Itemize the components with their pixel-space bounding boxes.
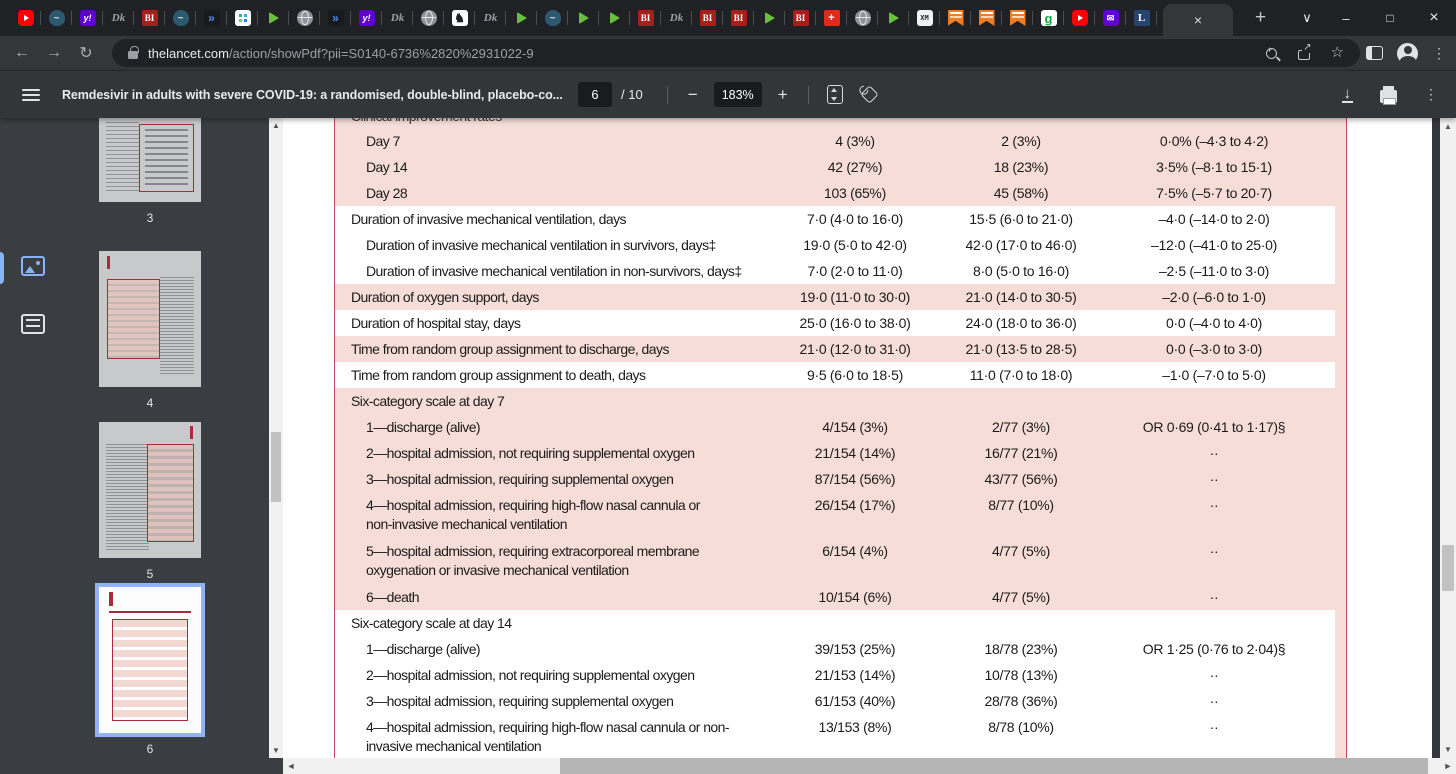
thumbnail-page-number: 3 [146,211,154,225]
row-label: Time from random group assignment to death, days [351,367,646,383]
row-label: Day 7 [366,133,400,149]
youtube-pinned-tab[interactable] [1064,0,1095,36]
italic-dk-pinned-tab[interactable] [475,0,506,36]
difference-value: 3·5% (–8·1 to 15·1) [1156,159,1272,175]
horizontal-scrollbar-thumb[interactable] [560,758,1428,774]
youtube-pinned-tab[interactable] [10,0,41,36]
page-thumbnail-5[interactable] [99,422,201,558]
pdf-menu-icon[interactable] [22,89,40,101]
scroll-left-arrow[interactable]: ◄ [286,761,296,771]
green-play-pinned-tab[interactable] [599,0,630,36]
remdesivir-value: 42 (27%) [827,159,883,175]
table-row [335,362,1346,388]
globe-pinned-tab[interactable] [289,0,320,36]
sidebar-scrollbar[interactable] [269,118,283,758]
thumbnail-page-number: 5 [146,567,154,581]
difference-value: OR 0·69 (0·41 to 1·17)§ [1142,419,1286,435]
table-row [335,440,1346,466]
placebo-value: 2/77 (3%) [992,419,1050,435]
glassdoor-g-pinned-tab[interactable] [1033,0,1064,36]
lancet-l-pinned-tab[interactable] [1126,0,1157,36]
green-play-icon [886,10,902,26]
placebo-value: 4/77 (5%) [992,589,1050,605]
placebo-value: 45 (58%) [993,185,1049,201]
substack-bookmark-pinned-tab[interactable] [1002,0,1033,36]
green-play-icon [514,10,530,26]
lancet-shield-icon [49,10,65,26]
placebo-value: 8/78 (10%) [988,719,1054,735]
row-label: Duration of invasive mechanical ventilation in survivors, days‡ [366,237,716,253]
business-insider-icon: BI [638,10,654,26]
placebo-value: 11·0 (7·0 to 18·0) [969,367,1073,383]
profile-avatar[interactable] [1397,43,1418,64]
globe-icon [421,10,437,26]
scroll-down-arrow[interactable]: ▼ [1444,745,1452,754]
placebo-value: 21·0 (14·0 to 30·5) [965,289,1077,305]
placebo-value: 10/78 (13%) [984,667,1058,683]
remdesivir-value: 103 (65%) [824,185,886,201]
placebo-value: 2 (3%) [1001,133,1041,149]
remdesivir-value: 10/154 (6%) [818,589,892,605]
business-insider-icon: BI [700,10,716,26]
table-row [335,466,1346,492]
reload-button[interactable]: ↻ [79,45,93,62]
business-insider-pinned-tab[interactable] [785,0,816,36]
double-arrow-pinned-tab[interactable] [196,0,227,36]
substack-bookmark-icon [948,10,964,26]
placebo-value: 15·5 (6·0 to 21·0) [969,211,1073,227]
difference-value: OR 1·25 (0·76 to 2·04)§ [1142,641,1286,657]
thumbnail-item [99,118,201,225]
business-insider-pinned-tab[interactable] [692,0,723,36]
mail-envelope-icon: ✉ [1103,10,1119,26]
green-play-pinned-tab[interactable] [568,0,599,36]
difference-value: ·· [1209,667,1219,683]
business-insider-pinned-tab[interactable] [630,0,661,36]
pdf-page-6 [283,118,1432,758]
vertical-scrollbar[interactable] [1440,118,1456,758]
pixel-xm-icon: XM [917,10,933,26]
difference-value: –4·0 (–14·0 to 2·0) [1158,211,1270,227]
outcomes-table [334,118,1347,758]
table-row [335,414,1346,440]
active-tool-indicator [0,252,4,284]
window-minimize-button[interactable]: – [1342,10,1350,26]
scroll-right-arrow[interactable]: ► [1443,761,1453,771]
zoom-in-button[interactable]: + [777,84,788,104]
remdesivir-value: 13/153 (8%) [818,719,892,735]
row-label: Six-category scale at day 7 [351,393,505,409]
table-row [335,310,1346,336]
remdesivir-value: 61/153 (40%) [814,693,896,709]
row-label: 6—death [366,589,419,605]
chess-knight-pinned-tab[interactable] [444,0,475,36]
lancet-shield-pinned-tab[interactable] [165,0,196,36]
horizontal-scrollbar[interactable] [283,758,1456,774]
share-icon[interactable] [1298,50,1310,60]
thumbnail-item [99,587,201,756]
url-text [148,46,534,61]
placebo-value: 8/77 (10%) [988,497,1054,513]
row-label: 3—hospital admission, requiring supplemental oxygen [366,693,674,709]
thumbnail-list [99,118,201,756]
table-row [335,206,1346,232]
browser-toolbar [0,36,1456,70]
row-label: 4—hospital admission, requiring high-flow nasal cannula or non-invasive mechanical ventilation [366,497,700,532]
green-play-pinned-tab[interactable] [506,0,537,36]
table-row [335,688,1346,714]
table-row [335,118,1346,128]
fit-to-page-icon[interactable] [827,85,843,104]
business-insider-icon: BI [142,10,158,26]
youtube-icon [18,10,34,26]
page-number-input[interactable]: 6 [578,82,612,107]
green-play-icon [607,10,623,26]
row-label: Duration of invasive mechanical ventilation, days [351,211,626,227]
vertical-scrollbar-thumb[interactable] [1442,545,1454,591]
business-insider-pinned-tab[interactable] [134,0,165,36]
back-button[interactable]: ← [14,44,30,61]
dot-grid-pinned-tab[interactable] [227,0,258,36]
red-health-icon: + [824,10,840,26]
difference-value: ·· [1209,693,1219,709]
table-row [335,336,1346,362]
business-insider-icon: BI [793,10,809,26]
table-row [335,610,1346,636]
difference-value: –1·0 (–7·0 to 5·0) [1162,367,1266,383]
pdf-viewport [283,118,1440,758]
url-domain: thelancet.com [148,45,229,61]
lancet-shield-pinned-tab[interactable] [41,0,72,36]
tab-close-icon[interactable]: × [1193,12,1203,28]
row-label: 1—discharge (alive) [366,419,481,435]
page-thumbnail-6[interactable] [99,587,201,733]
thumbnail-item [99,422,201,581]
globe-pinned-tab[interactable] [847,0,878,36]
placebo-value: 18 (23%) [993,159,1049,175]
pinned-tabs [0,0,1157,36]
remdesivir-value: 6/154 (4%) [822,543,888,559]
green-play-icon [266,10,282,26]
difference-value: –2·0 (–6·0 to 1·0) [1162,289,1266,305]
table-row [335,636,1346,662]
difference-value: 0·0 (–4·0 to 4·0) [1165,315,1263,331]
download-icon[interactable]: ↓ [1343,85,1351,102]
row-label: Day 14 [366,159,408,175]
new-tab-button[interactable]: + [1255,7,1267,28]
substack-bookmark-icon [979,10,995,26]
table-row [335,388,1346,414]
thumbnail-item [99,251,201,410]
double-arrow-pinned-tab[interactable] [320,0,351,36]
placebo-value: 21·0 (13·5 to 28·5) [965,341,1077,357]
row-label: Duration of oxygen support, days [351,289,539,305]
row-label: Day 28 [366,185,408,201]
remdesivir-value: 26/154 (17%) [814,497,896,513]
difference-value: 7·5% (–5·7 to 20·7) [1156,185,1272,201]
mail-envelope-pinned-tab[interactable] [1095,0,1126,36]
double-arrow-icon: » [204,10,220,26]
yahoo-pinned-tab[interactable] [351,0,382,36]
row-label: 1—discharge (alive) [366,641,481,657]
bookmark-star-icon[interactable]: ☆ [1330,44,1344,61]
placebo-value: 42·0 (17·0 to 46·0) [965,237,1077,253]
remdesivir-value: 4 (3%) [835,133,875,149]
scroll-up-arrow[interactable]: ▲ [1444,122,1452,131]
substack-bookmark-pinned-tab[interactable] [940,0,971,36]
dot-grid-icon [235,10,251,26]
pixel-xm-pinned-tab[interactable] [909,0,940,36]
lancet-l-icon: L [1134,10,1150,26]
toolbar-divider [667,86,668,104]
glassdoor-g-icon: g [1041,10,1057,26]
table-row [335,492,1346,538]
difference-value: –12·0 (–41·0 to 25·0) [1150,237,1277,253]
table-row [335,154,1346,180]
scroll-up-arrow[interactable]: ▲ [272,121,280,130]
browser-menu-icon[interactable]: ⋮ [1432,44,1446,61]
green-play-icon [576,10,592,26]
row-label: 2—hospital admission, not requiring supplemental oxygen [366,667,695,683]
difference-value: ·· [1209,719,1219,735]
remdesivir-value: 39/153 (25%) [814,641,896,657]
remdesivir-value: 25·0 (16·0 to 38·0) [799,315,911,331]
difference-value: ·· [1209,497,1219,513]
italic-dk-pinned-tab[interactable] [661,0,692,36]
table-row [335,232,1346,258]
table-row [335,258,1346,284]
rotate-page-icon[interactable] [860,85,878,103]
business-insider-icon: BI [731,10,747,26]
tab-search-chevron-icon[interactable]: ∨ [1302,10,1312,25]
pdf-toolbar [0,70,1456,118]
remdesivir-value: 21/154 (14%) [814,445,896,461]
url-path: /action/showPdf?pii=S0140-6736%2820%2931022-9 [228,45,534,61]
remdesivir-value: 19·0 (11·0 to 30·0) [800,289,910,305]
placebo-value: 24·0 (18·0 to 36·0) [965,315,1077,331]
placebo-value: 28/78 (36%) [984,693,1058,709]
chess-knight-icon: ♞ [452,10,468,26]
toolbar-divider [808,86,809,104]
substack-bookmark-icon [1010,10,1026,26]
browser-tab-strip [0,0,1456,36]
print-icon[interactable] [1380,90,1397,103]
row-label: 2—hospital admission, not requiring supplemental oxygen [366,445,695,461]
sidebar-scrollbar-thumb[interactable] [271,432,281,502]
italic-dk-icon: Dk [111,12,126,24]
globe-pinned-tab[interactable] [413,0,444,36]
window-close-button[interactable]: × [1429,9,1439,26]
youtube-icon [1072,10,1088,26]
https-lock-icon[interactable] [128,51,138,59]
italic-dk-icon: Dk [483,12,498,24]
placebo-value: 18/78 (23%) [984,641,1058,657]
row-label: Duration of invasive mechanical ventilation in non-survivors, days‡ [366,263,742,279]
page-thumbnail-3[interactable] [99,118,201,202]
table-row [335,538,1346,584]
placebo-value: 4/77 (5%) [992,543,1050,559]
globe-icon [297,10,313,26]
difference-value: 0·0 (–3·0 to 3·0) [1165,341,1263,357]
table-row [335,714,1346,760]
row-label: Six-category scale at day 14 [351,615,512,631]
placebo-value: 8·0 (5·0 to 16·0) [972,263,1070,279]
difference-value: ·· [1209,471,1219,487]
row-label: Time from random group assignment to discharge, days [351,341,669,357]
remdesivir-value: 7·0 (2·0 to 11·0) [807,263,903,279]
active-tab[interactable] [1163,4,1233,36]
placebo-value: 43/77 (56%) [984,471,1058,487]
remdesivir-value: 21·0 (12·0 to 31·0) [799,341,911,357]
difference-value: ·· [1209,543,1219,559]
lancet-shield-pinned-tab[interactable] [537,0,568,36]
red-health-pinned-tab[interactable] [816,0,847,36]
lancet-shield-icon [545,10,561,26]
row-label: 4—hospital admission, requiring high-flow nasal cannula or non- invasive mechanical ventilation [366,719,730,754]
row-label: 3—hospital admission, requiring supplemental oxygen [366,471,674,487]
thumbnails-view-icon[interactable] [21,256,45,276]
italic-dk-icon: Dk [390,12,405,24]
remdesivir-value: 4/154 (3%) [822,419,888,435]
italic-dk-pinned-tab[interactable] [382,0,413,36]
side-panel-icon[interactable] [1366,46,1383,60]
row-label: 5—hospital admission, requiring extracorporeal membrane oxygenation or invasive mechanical ventilation [366,543,700,578]
green-play-pinned-tab[interactable] [878,0,909,36]
row-label: Duration of hospital stay, days [351,315,521,331]
zoom-level-input[interactable]: 183% [714,82,762,107]
remdesivir-value: 21/153 (14%) [814,667,896,683]
window-maximize-button[interactable]: □ [1386,11,1394,25]
yahoo-icon: y! [80,10,96,26]
pdf-more-options-icon[interactable]: ⋮ [1424,86,1438,102]
remdesivir-value: 87/154 (56%) [814,471,896,487]
page-thumbnail-4[interactable] [99,251,201,387]
italic-dk-icon: Dk [669,12,684,24]
page-total-label: / 10 [621,87,643,102]
table-row [335,284,1346,310]
remdesivir-value: 9·5 (6·0 to 18·5) [806,367,904,383]
pdf-sidebar [0,118,283,774]
difference-value: –2·5 (–11·0 to 3·0) [1159,263,1269,279]
table-row [335,662,1346,688]
thumbnail-page-number: 6 [146,742,154,756]
table-row [335,584,1346,610]
business-insider-pinned-tab[interactable] [723,0,754,36]
thumbnail-page-number: 4 [146,396,154,410]
yahoo-pinned-tab[interactable] [72,0,103,36]
zoom-out-button[interactable]: − [687,84,698,104]
placebo-value: 16/77 (21%) [984,445,1058,461]
green-play-icon [762,10,778,26]
remdesivir-value: 7·0 (4·0 to 16·0) [806,211,904,227]
lancet-shield-icon [173,10,189,26]
difference-value: ·· [1209,589,1219,605]
yahoo-icon: y! [359,10,375,26]
zoom-page-icon[interactable] [1266,48,1277,59]
difference-value: 0·0% (–4·3 to 4·2) [1159,133,1269,149]
difference-value: ·· [1209,445,1219,461]
document-outline-icon[interactable] [21,314,45,334]
table-row [335,180,1346,206]
green-play-pinned-tab[interactable] [258,0,289,36]
address-bar[interactable] [112,39,1360,67]
pdf-document-title: Remdesivir in adults with severe COVID-19: a randomised, double-blind, placebo-co... [62,87,563,102]
green-play-pinned-tab[interactable] [754,0,785,36]
globe-icon [855,10,871,26]
italic-dk-pinned-tab[interactable] [103,0,134,36]
forward-button[interactable]: → [46,44,62,61]
substack-bookmark-pinned-tab[interactable] [971,0,1002,36]
table-row [335,128,1346,154]
remdesivir-value: 19·0 (5·0 to 42·0) [803,237,907,253]
scroll-down-arrow[interactable]: ▼ [272,746,280,755]
double-arrow-icon: » [328,10,344,26]
